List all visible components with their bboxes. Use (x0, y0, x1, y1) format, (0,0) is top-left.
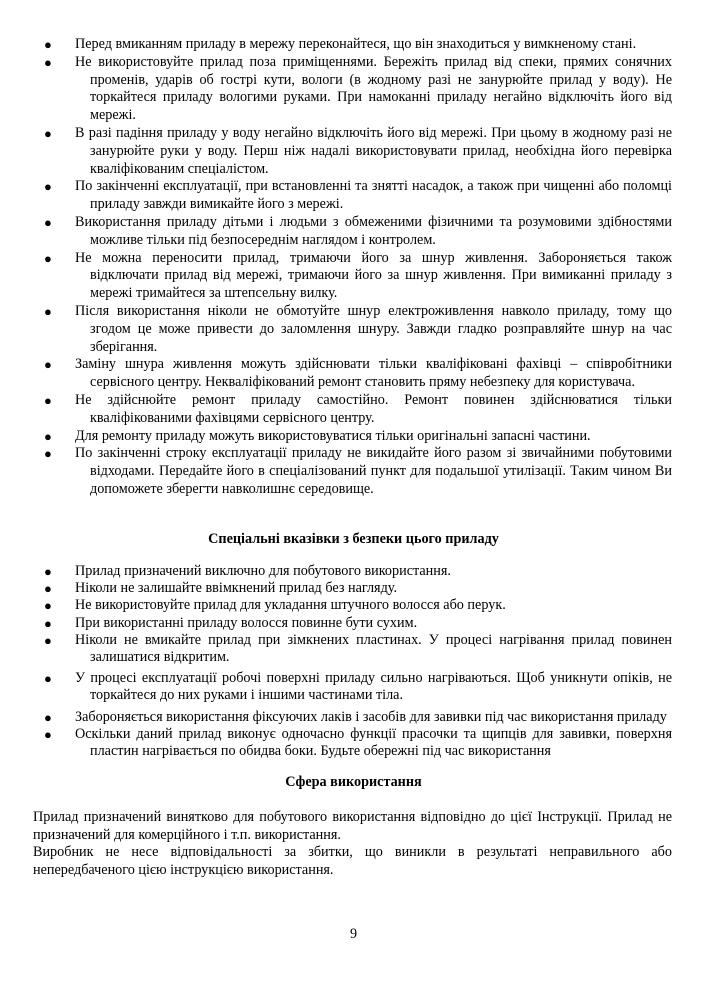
list-item-text: По закінченні експлуатації, при встановленні та знятті насадок, а також при чищенні або поломці приладу завжди вимикайте його з мережі. (75, 178, 672, 213)
list-item (0, 54, 707, 125)
bullet-icon: ● (44, 428, 52, 444)
list-item-text: По закінченні строку експлуатації приладу не викидайте його разом зі звичайними побутовими відходами. Передайте його в спеціалізований пункт для подальшої утилізації. Таким чином Ви допоможете зберегти навколишнє середовище. (75, 445, 672, 497)
bullet-icon: ● (44, 125, 52, 141)
list-item (0, 709, 707, 726)
list-item-text: Оскільки даний прилад виконує одночасно функції прасочки та щипців для завивки, поверхня пластин нагрівається по обидва боки. Будьте обережні під час використання (75, 725, 672, 760)
list-item (0, 36, 707, 54)
list-item-text: Забороняється використання фіксуючих лаків і засобів для завивки під час використання приладу (75, 708, 667, 725)
list-item (0, 214, 707, 250)
list-item-text: Не використовуйте прилад поза приміщеннями. Бережіть прилад від спеки, прямих сонячних променів, ударів об гострі кути, вологи (в жодному разі не занурюйте прилад у воду). Не торкайтеся приладу вологими руками. При намоканні приладу негайно відключіть його від мережі. (75, 53, 672, 124)
page-number: 9 (349, 926, 358, 942)
bullet-icon: ● (44, 214, 52, 230)
bullet-icon: ● (44, 598, 52, 614)
bullet-icon: ● (44, 564, 52, 579)
list-item (0, 356, 707, 392)
list-item (0, 428, 707, 446)
general-safety-list (0, 36, 707, 499)
list-item (0, 580, 707, 597)
bullet-icon: ● (44, 581, 52, 597)
list-item (0, 632, 707, 666)
bullet-icon: ● (44, 179, 52, 195)
scope-paragraph: Виробник не несе відповідальності за збитки, що виникли в результаті неправильного або непередбаченого цією інструкцією використання. (33, 844, 672, 878)
list-item-text: У процесі експлуатації робочі поверхні приладу сильно нагріваються. Щоб уникнути опіків, не торкайтеся до них руками і іншими частинами тіла. (75, 670, 672, 704)
bullet-icon: ● (44, 250, 52, 266)
list-item-text: Не використовуйте прилад для укладання штучного волосся або перук. (75, 597, 506, 614)
bullet-icon: ● (44, 726, 52, 742)
list-item-text: Після використання ніколи не обмотуйте шнур електроживлення навколо приладу, тому що згодом це може привести до заломлення шнуру. Завжди гладко розправляйте шнур на час зберігання. (75, 302, 672, 355)
list-item-text: При використанні приладу волосся повинне бути сухим. (75, 614, 418, 631)
bullet-icon: ● (44, 709, 52, 725)
list-item-text: Перед вмиканням приладу в мережу переконайтеся, що він знаходиться у вимкненому стані. (75, 36, 637, 52)
list-item (0, 178, 707, 214)
list-item-text: Для ремонту приладу можуть використовуватися тільки оригінальні запасні частини. (75, 427, 591, 444)
list-item (0, 392, 707, 428)
list-item (0, 726, 707, 760)
list-item (0, 563, 707, 580)
bullet-icon: ● (44, 615, 52, 631)
bullet-icon: ● (44, 54, 52, 70)
bullet-icon: ● (44, 392, 52, 408)
list-item (0, 670, 707, 704)
list-item (0, 445, 707, 498)
list-item-text: В разі падіння приладу у воду негайно відключіть його від мережі. При цьому в жодному разі не занурюйте руки у воду. Перш ніж надалі використовувати прилад, необхідна його перевірка кваліфікованим спеціалістом. (75, 124, 672, 177)
bullet-icon: ● (44, 671, 52, 687)
bullet-icon: ● (44, 303, 52, 319)
list-item (0, 615, 707, 632)
list-item (0, 303, 707, 356)
list-item-text: Прилад призначений виключно для побутового використання. (75, 563, 451, 579)
list-item (0, 125, 707, 178)
scope-paragraph: Прилад призначений винятково для побутового використання відповідно до цієї Інструкції. Прилад не призначений для комерційного і т.п. використання. (33, 809, 672, 843)
list-item-text: Не можна переносити прилад, тримаючи його за шнур живлення. Забороняється також відключати прилад від мережі, тримаючи його за шнур живлення. При вимиканні приладу з мережі тримайтеся за штепсельну вилку. (75, 249, 672, 302)
list-item-text: Використання приладу дітьми і людьми з обмеженими фізичними та розумовими здібностями можливе тільки під безпосереднім наглядом і контролем. (75, 213, 672, 248)
bullet-icon: ● (44, 37, 52, 52)
list-item (0, 597, 707, 614)
list-item-text: Ніколи не вмикайте прилад при зімкнених пластинах. У процесі нагрівання прилад повинен залишатися відкритим. (75, 631, 672, 666)
bullet-icon: ● (44, 357, 52, 373)
bullet-icon: ● (44, 632, 52, 648)
list-item (0, 250, 707, 303)
list-item-text: Заміну шнура живлення можуть здійснювати тільки кваліфіковані фахівці – співробітники сервісного центру. Некваліфікований ремонт становить пряму небезпеку для користувача. (75, 356, 672, 391)
list-item-text: Не здійснюйте ремонт приладу самостійно. Ремонт повинен здійснюватися тільки кваліфікованими фахівцями сервісного центру. (75, 391, 672, 426)
scope-section (33, 809, 672, 879)
special-safety-list (0, 563, 707, 760)
bullet-icon: ● (44, 446, 52, 462)
scope-heading: Сфера використання (285, 774, 422, 790)
list-item-text: Ніколи не залишайте ввімкнений прилад без нагляду. (75, 580, 398, 597)
special-safety-heading: Спеціальні вказівки з безпеки цього приладу (208, 531, 499, 547)
